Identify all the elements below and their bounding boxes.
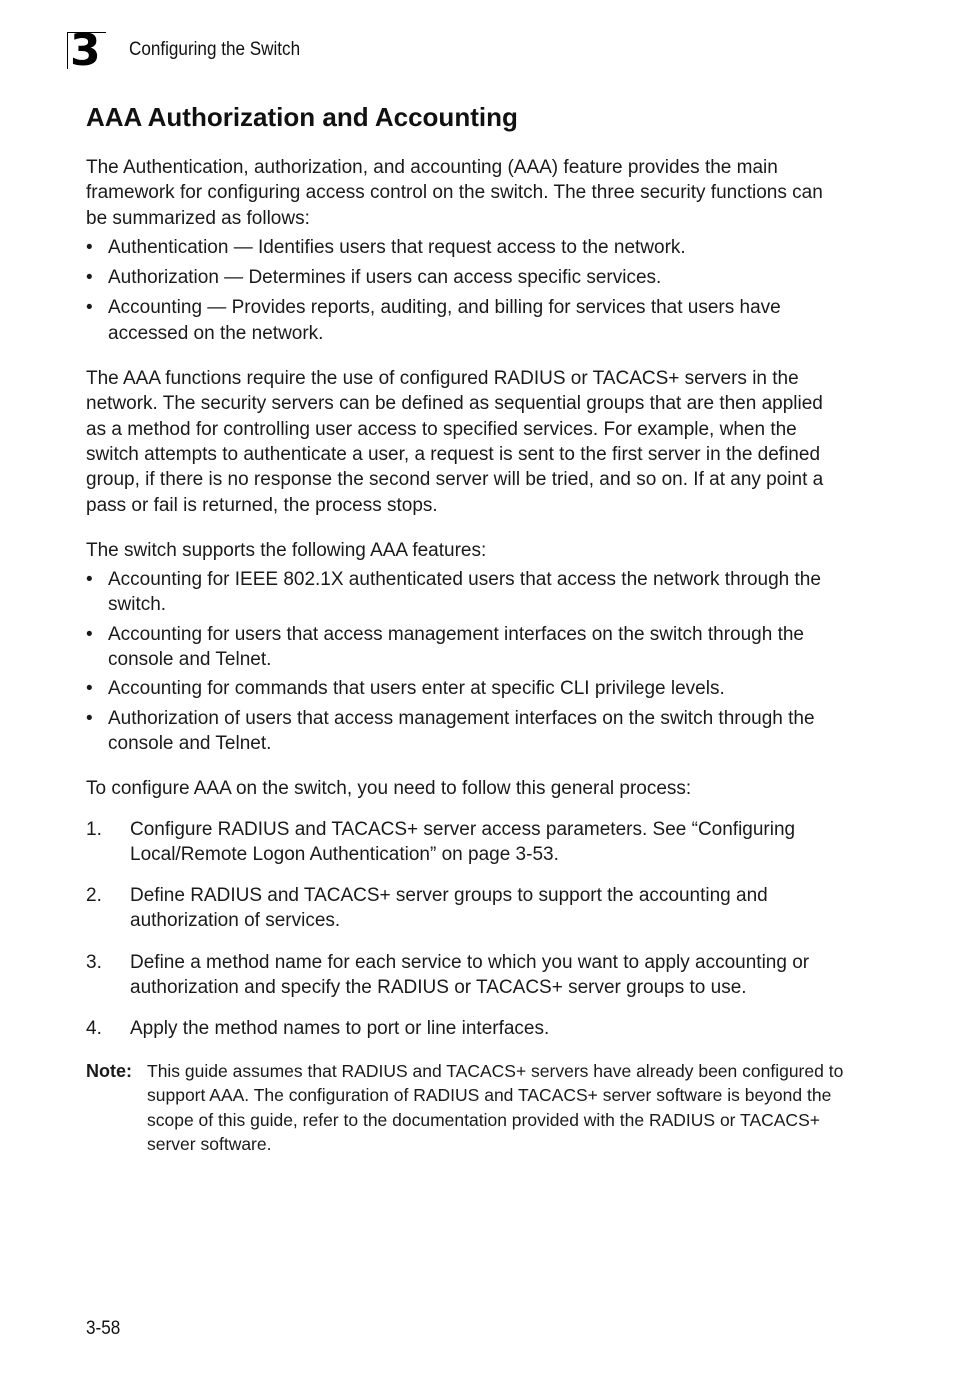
- running-header-title: Configuring the Switch: [129, 39, 301, 60]
- list-item-text: Authorization — Determines if users can access specific services.: [108, 267, 662, 289]
- process-intro: To configure AAA on the switch, you need to follow this general process:: [86, 778, 692, 800]
- bullet-icon: •: [86, 707, 93, 729]
- list-item-text: Accounting for commands that users enter at specific CLI privilege levels.: [108, 678, 725, 700]
- bullet-icon: •: [86, 678, 93, 700]
- functions-paragraph: The AAA functions require the use of configured RADIUS or TACACS+ servers in the network. The security servers can be defined as sequential groups that are then applied as a method for controlling user access to specified services. For example, when the switch attempts to authenticate a user, a request is sent to the first server in the defined group, if there is no response the second server will be tried, and so on. If at any point a pass or fail is returned, the process stops.: [86, 368, 824, 516]
- list-item: [86, 622, 846, 673]
- bullet-icon: •: [86, 623, 93, 645]
- step-item: [86, 883, 846, 934]
- list-item-text: Authorization of users that access management interfaces on the switch through the console and Telnet.: [108, 707, 815, 754]
- list-item: [86, 706, 846, 757]
- step-number: 1.: [86, 818, 102, 840]
- note-label: Note:: [86, 1060, 132, 1081]
- note-text: This guide assumes that RADIUS and TACACS+ servers have already been configured to support AAA. The configuration of RADIUS and TACACS+ server software is beyond the scope of this guide, refer to the documentation provided with the RADIUS or TACACS+ server software.: [147, 1060, 844, 1155]
- list-item-text: Authentication — Identifies users that request access to the network.: [108, 236, 686, 258]
- page-content: [86, 155, 846, 1157]
- bullet-icon: •: [86, 267, 93, 289]
- intro-paragraph: The Authentication, authorization, and accounting (AAA) feature provides the main framework for configuring access control on the switch. The three security functions can be summarized as follows:: [86, 157, 823, 229]
- step-text: Apply the method names to port or line interfaces.: [130, 1018, 550, 1040]
- chapter-number: 3: [70, 25, 100, 76]
- features-intro: The switch supports the following AAA features:: [86, 539, 487, 561]
- bullet-icon: •: [86, 297, 93, 319]
- step-number: 2.: [86, 885, 102, 907]
- features-list: [86, 567, 846, 756]
- list-item: [86, 295, 846, 346]
- list-item-text: Accounting — Provides reports, auditing, and billing for services that users have accessed on the network.: [108, 297, 781, 344]
- process-steps: [86, 817, 846, 1042]
- bullet-icon: •: [86, 569, 93, 591]
- step-text: Define a method name for each service to which you want to apply accounting or authorization and specify the RADIUS or TACACS+ server groups to use.: [130, 951, 810, 999]
- list-item: [86, 567, 846, 618]
- list-item: [86, 676, 846, 701]
- list-item-text: Accounting for IEEE 802.1X authenticated users that access the network through the switch.: [108, 569, 821, 616]
- section-title: AAA Authorization and Accounting: [86, 102, 518, 132]
- list-item-text: Accounting for users that access management interfaces on the switch through the console and Telnet.: [108, 623, 804, 671]
- bullet-icon: •: [86, 236, 93, 258]
- security-functions-list: [86, 235, 846, 346]
- page-number: 3-58: [86, 1318, 121, 1339]
- step-item: [86, 817, 846, 868]
- step-item: [86, 1016, 846, 1041]
- note-block: [86, 1059, 846, 1157]
- step-text: Configure RADIUS and TACACS+ server access parameters. See “Configuring Local/Remote Logon Authentication” on page 3-53.: [130, 818, 796, 865]
- step-text: Define RADIUS and TACACS+ server groups to support the accounting and authorization of services.: [130, 885, 768, 932]
- list-item: [86, 265, 846, 290]
- step-item: [86, 950, 846, 1001]
- step-number: 3.: [86, 951, 102, 973]
- list-item: [86, 235, 846, 260]
- step-number: 4.: [86, 1018, 102, 1040]
